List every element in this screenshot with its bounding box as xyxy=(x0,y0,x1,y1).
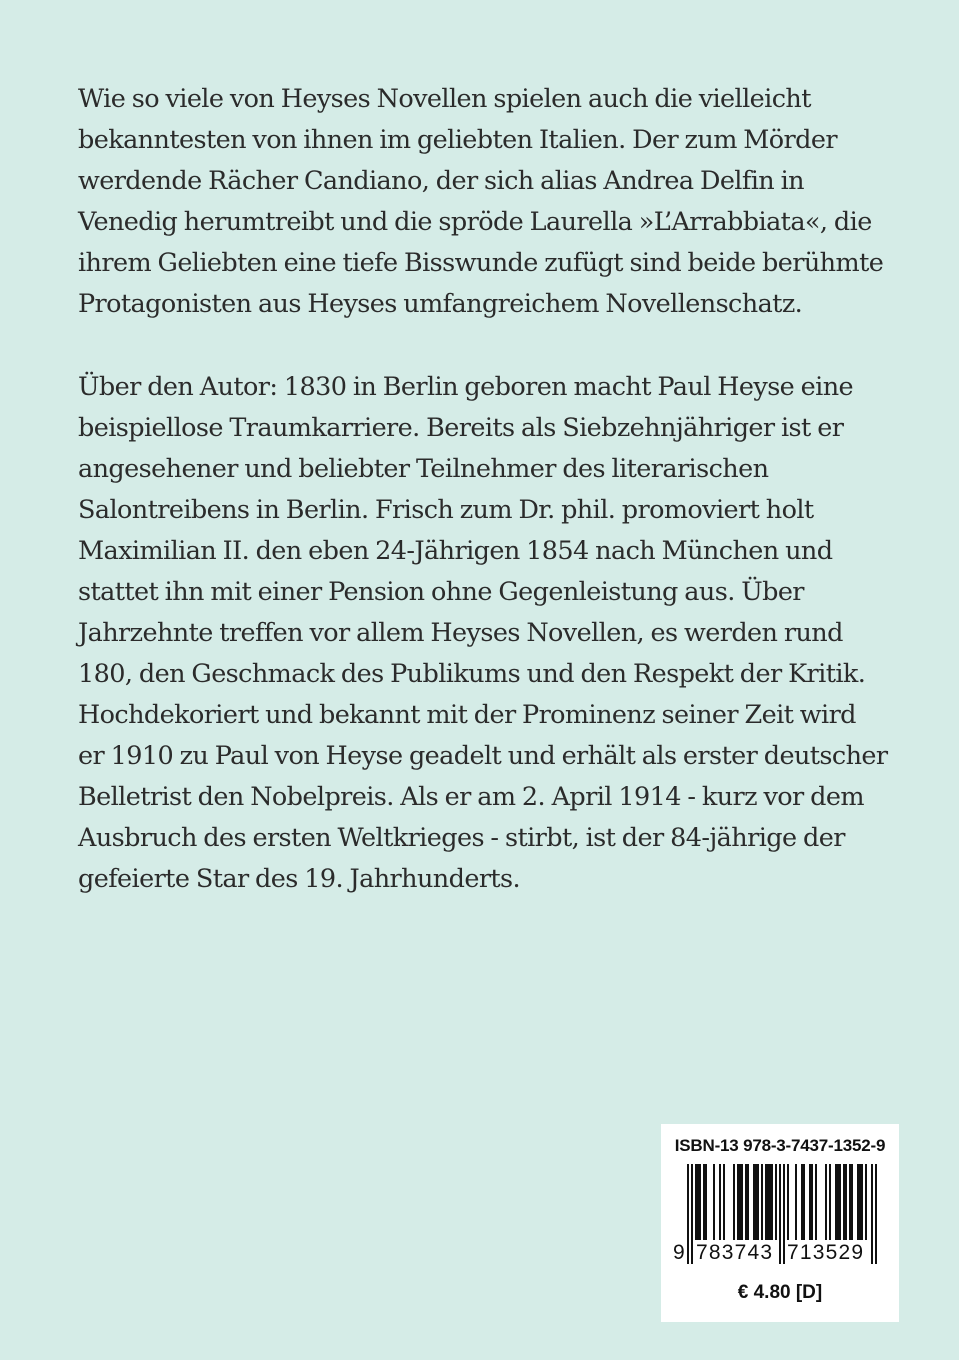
barcode-bar xyxy=(829,1164,831,1240)
blurb-line: Venedig herumtreibt und die spröde Laurella »L’Arrabbiata«, die xyxy=(78,207,872,237)
barcode-digits-right: 713529 xyxy=(787,1241,865,1264)
bio-line: Belletrist den Nobelpreis. Als er am 2. April 1914 - kurz vor dem xyxy=(78,782,864,812)
blurb-line: bekanntesten von ihnen im geliebten Italien. Der zum Mörder xyxy=(78,125,837,155)
barcode-bar xyxy=(723,1164,725,1240)
bio-line: 180, den Geschmack des Publikums und den Respekt der Kritik. xyxy=(78,659,866,689)
bio-line: Jahrzehnte treffen vor allem Heyses Novellen, es werden rund xyxy=(78,618,843,648)
isbn-barcode-box xyxy=(661,1124,899,1322)
barcode-bar xyxy=(757,1164,759,1240)
barcode-bar xyxy=(705,1164,707,1240)
blurb-line: Wie so viele von Heyses Novellen spielen auch die vielleicht xyxy=(78,84,811,114)
barcode-digit-first: 9 xyxy=(673,1241,685,1264)
barcode-bar xyxy=(859,1164,861,1240)
barcode-bar xyxy=(845,1164,847,1240)
barcode-bar xyxy=(747,1164,749,1240)
barcode-bar xyxy=(765,1164,767,1240)
barcode-bar xyxy=(825,1164,827,1240)
barcode-bar xyxy=(775,1164,777,1240)
barcode-bar xyxy=(803,1164,805,1240)
barcode-bar xyxy=(695,1164,697,1240)
barcode-bar xyxy=(837,1164,839,1240)
barcode-bar xyxy=(753,1164,755,1240)
bio-line: beispiellose Traumkarriere. Bereits als Siebzehnjähriger ist er xyxy=(78,413,844,443)
barcode-bar xyxy=(733,1164,735,1240)
barcode-bar xyxy=(755,1164,757,1240)
price-label: € 4.80 [D] xyxy=(737,1282,823,1303)
barcode-bar xyxy=(801,1164,803,1240)
bio-line: Ausbruch des ersten Weltkrieges - stirbt, ist der 84-jährige der xyxy=(78,823,845,853)
barcode-bar xyxy=(865,1164,867,1240)
barcode-bar xyxy=(815,1164,817,1240)
bio-line: Maximilian II. den eben 24-Jährigen 1854 nach München und xyxy=(78,536,833,566)
barcode-bar xyxy=(741,1164,743,1240)
isbn-number: ISBN-13 978-3-7437-1352-9 xyxy=(674,1136,886,1155)
bio-line: Salontreibens in Berlin. Frisch zum Dr. phil. promoviert holt xyxy=(78,495,814,525)
blurb-paragraph-1 xyxy=(78,79,884,325)
barcode-bar xyxy=(697,1164,699,1240)
barcode-bar xyxy=(795,1164,797,1240)
bio-line: angesehener und beliebter Teilnehmer des literarischen xyxy=(78,454,769,484)
barcode-bar xyxy=(767,1164,769,1240)
barcode-bar xyxy=(699,1164,701,1240)
barcode-bar xyxy=(703,1164,705,1240)
barcode-bar xyxy=(713,1164,715,1240)
author-bio-paragraph xyxy=(78,367,888,900)
barcode-bar xyxy=(835,1164,837,1240)
barcode-bar xyxy=(861,1164,863,1240)
barcode-bar xyxy=(851,1164,853,1240)
blurb-line: Protagonisten aus Heyses umfangreichem Novellenschatz. xyxy=(78,289,803,319)
bio-line: Hochdekoriert und bekannt mit der Prominenz seiner Zeit wird xyxy=(78,700,856,730)
barcode-bar xyxy=(849,1164,851,1240)
blurb-line: ihrem Geliebten eine tiefe Bisswunde zufügt sind beide berühmte xyxy=(78,248,884,278)
bio-line: er 1910 zu Paul von Heyse geadelt und erhält als erster deutscher xyxy=(78,741,888,771)
barcode-digits-left: 783743 xyxy=(696,1241,774,1264)
bio-line: Über den Autor: 1830 in Berlin geboren macht Paul Heyse eine xyxy=(78,372,854,402)
barcode-bar xyxy=(809,1164,811,1240)
barcode-bar xyxy=(839,1164,841,1240)
barcode-bar xyxy=(769,1164,771,1240)
barcode-bar xyxy=(719,1164,721,1240)
barcode-digits xyxy=(661,1241,899,1265)
barcode-bar xyxy=(745,1164,747,1240)
barcode-bar xyxy=(761,1164,763,1240)
barcode-bar xyxy=(739,1164,741,1240)
barcode-bar xyxy=(737,1164,739,1240)
barcode-bar xyxy=(787,1164,789,1240)
bio-line: stattet ihn mit einer Pension ohne Gegenleistung aus. Über xyxy=(78,577,804,607)
blurb-line: werdende Rächer Candiano, der sich alias Andrea Delfin in xyxy=(78,166,804,196)
barcode-bar xyxy=(857,1164,859,1240)
barcode-bar xyxy=(843,1164,845,1240)
barcode-bar xyxy=(771,1164,773,1240)
barcode-bar xyxy=(811,1164,813,1240)
bio-line: gefeierte Star des 19. Jahrhunderts. xyxy=(78,864,521,894)
